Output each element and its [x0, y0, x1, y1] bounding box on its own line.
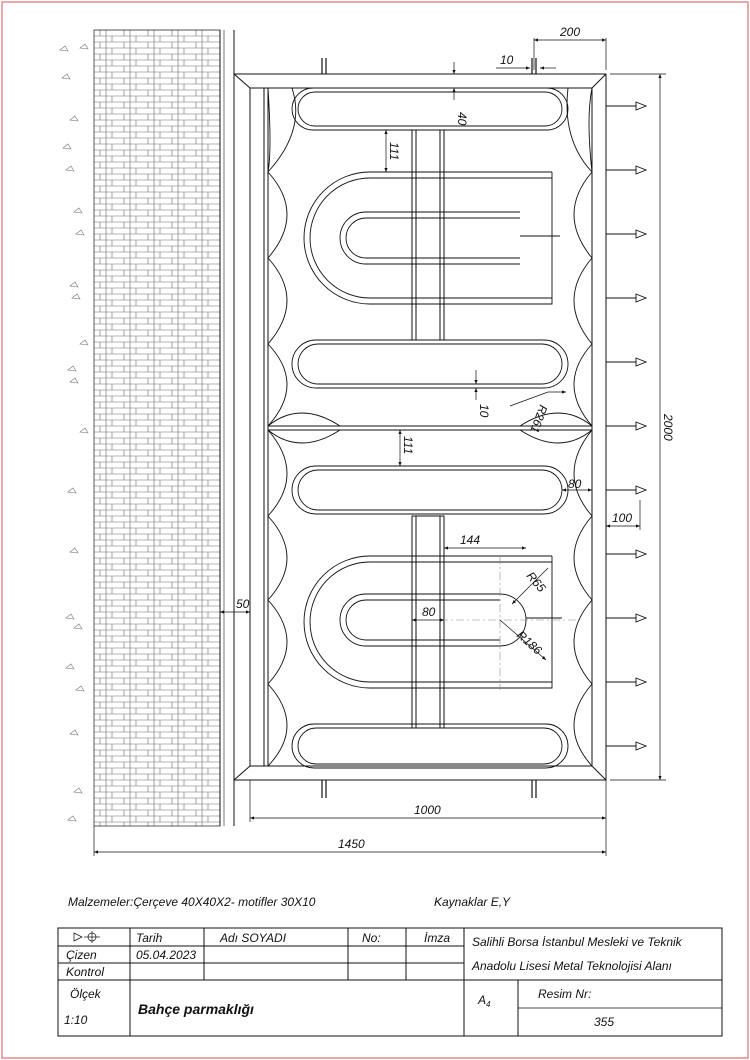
dim-r65: R65: [523, 568, 549, 595]
brick-wall: [94, 30, 234, 826]
dim-50: 50: [236, 597, 250, 611]
col-sign: İmza: [424, 931, 451, 945]
materials-note: Malzemeler:Çerçeve 40X40X2- motifler 30X10: [68, 895, 316, 909]
dim-80-center: 80: [422, 605, 436, 619]
drawn-date: 05.04.2023: [136, 948, 197, 962]
drawing-title: Bahçe parmaklığı: [138, 1001, 254, 1017]
school-line-1: Salihli Borsa İstanbul Mesleki ve Teknik: [472, 935, 682, 949]
hinge-pins: [322, 58, 536, 798]
dim-1450: 1450: [338, 837, 365, 851]
gate-frame: [234, 74, 606, 780]
dim-40: 40: [455, 112, 469, 126]
scale-label: Ölçek: [70, 987, 101, 1001]
dim-r261: R261: [527, 402, 551, 435]
dim-2000: 2000: [661, 414, 675, 441]
dim-111-top: 111: [387, 142, 401, 161]
ground-hatch: [60, 44, 88, 821]
right-arrows: [606, 102, 646, 750]
centerlines: [440, 556, 580, 690]
school-line-2: Anadolu Lisesi Metal Teknolojisi Alanı: [472, 959, 672, 973]
dim-80-right: 80: [568, 477, 582, 491]
row-checked: Kontrol: [66, 965, 105, 979]
dim-r186: R186: [513, 627, 545, 658]
dim-1000: 1000: [414, 803, 441, 817]
dim-200: 200: [560, 25, 581, 39]
drawing-no-label: Resim Nr:: [538, 987, 592, 1001]
col-date: Tarih: [136, 931, 163, 945]
scale-value: 1:10: [64, 1013, 88, 1027]
col-name: Adı SOYADI: [220, 931, 287, 945]
drafting-symbol-icon: [74, 931, 100, 943]
dim-111-mid: 111: [401, 436, 415, 455]
col-no: No:: [362, 931, 381, 945]
dim-144: 144: [460, 533, 481, 547]
welding-note: Kaynaklar E,Y: [434, 895, 511, 909]
row-drawn: Çizen: [66, 948, 97, 962]
drawing-no: 355: [594, 1015, 615, 1029]
paper-size: $A_4$: [478, 993, 491, 1009]
dim-100: 100: [612, 511, 633, 525]
dim-10-mid: 10: [477, 404, 491, 418]
dim-10-top: 10: [500, 53, 514, 67]
